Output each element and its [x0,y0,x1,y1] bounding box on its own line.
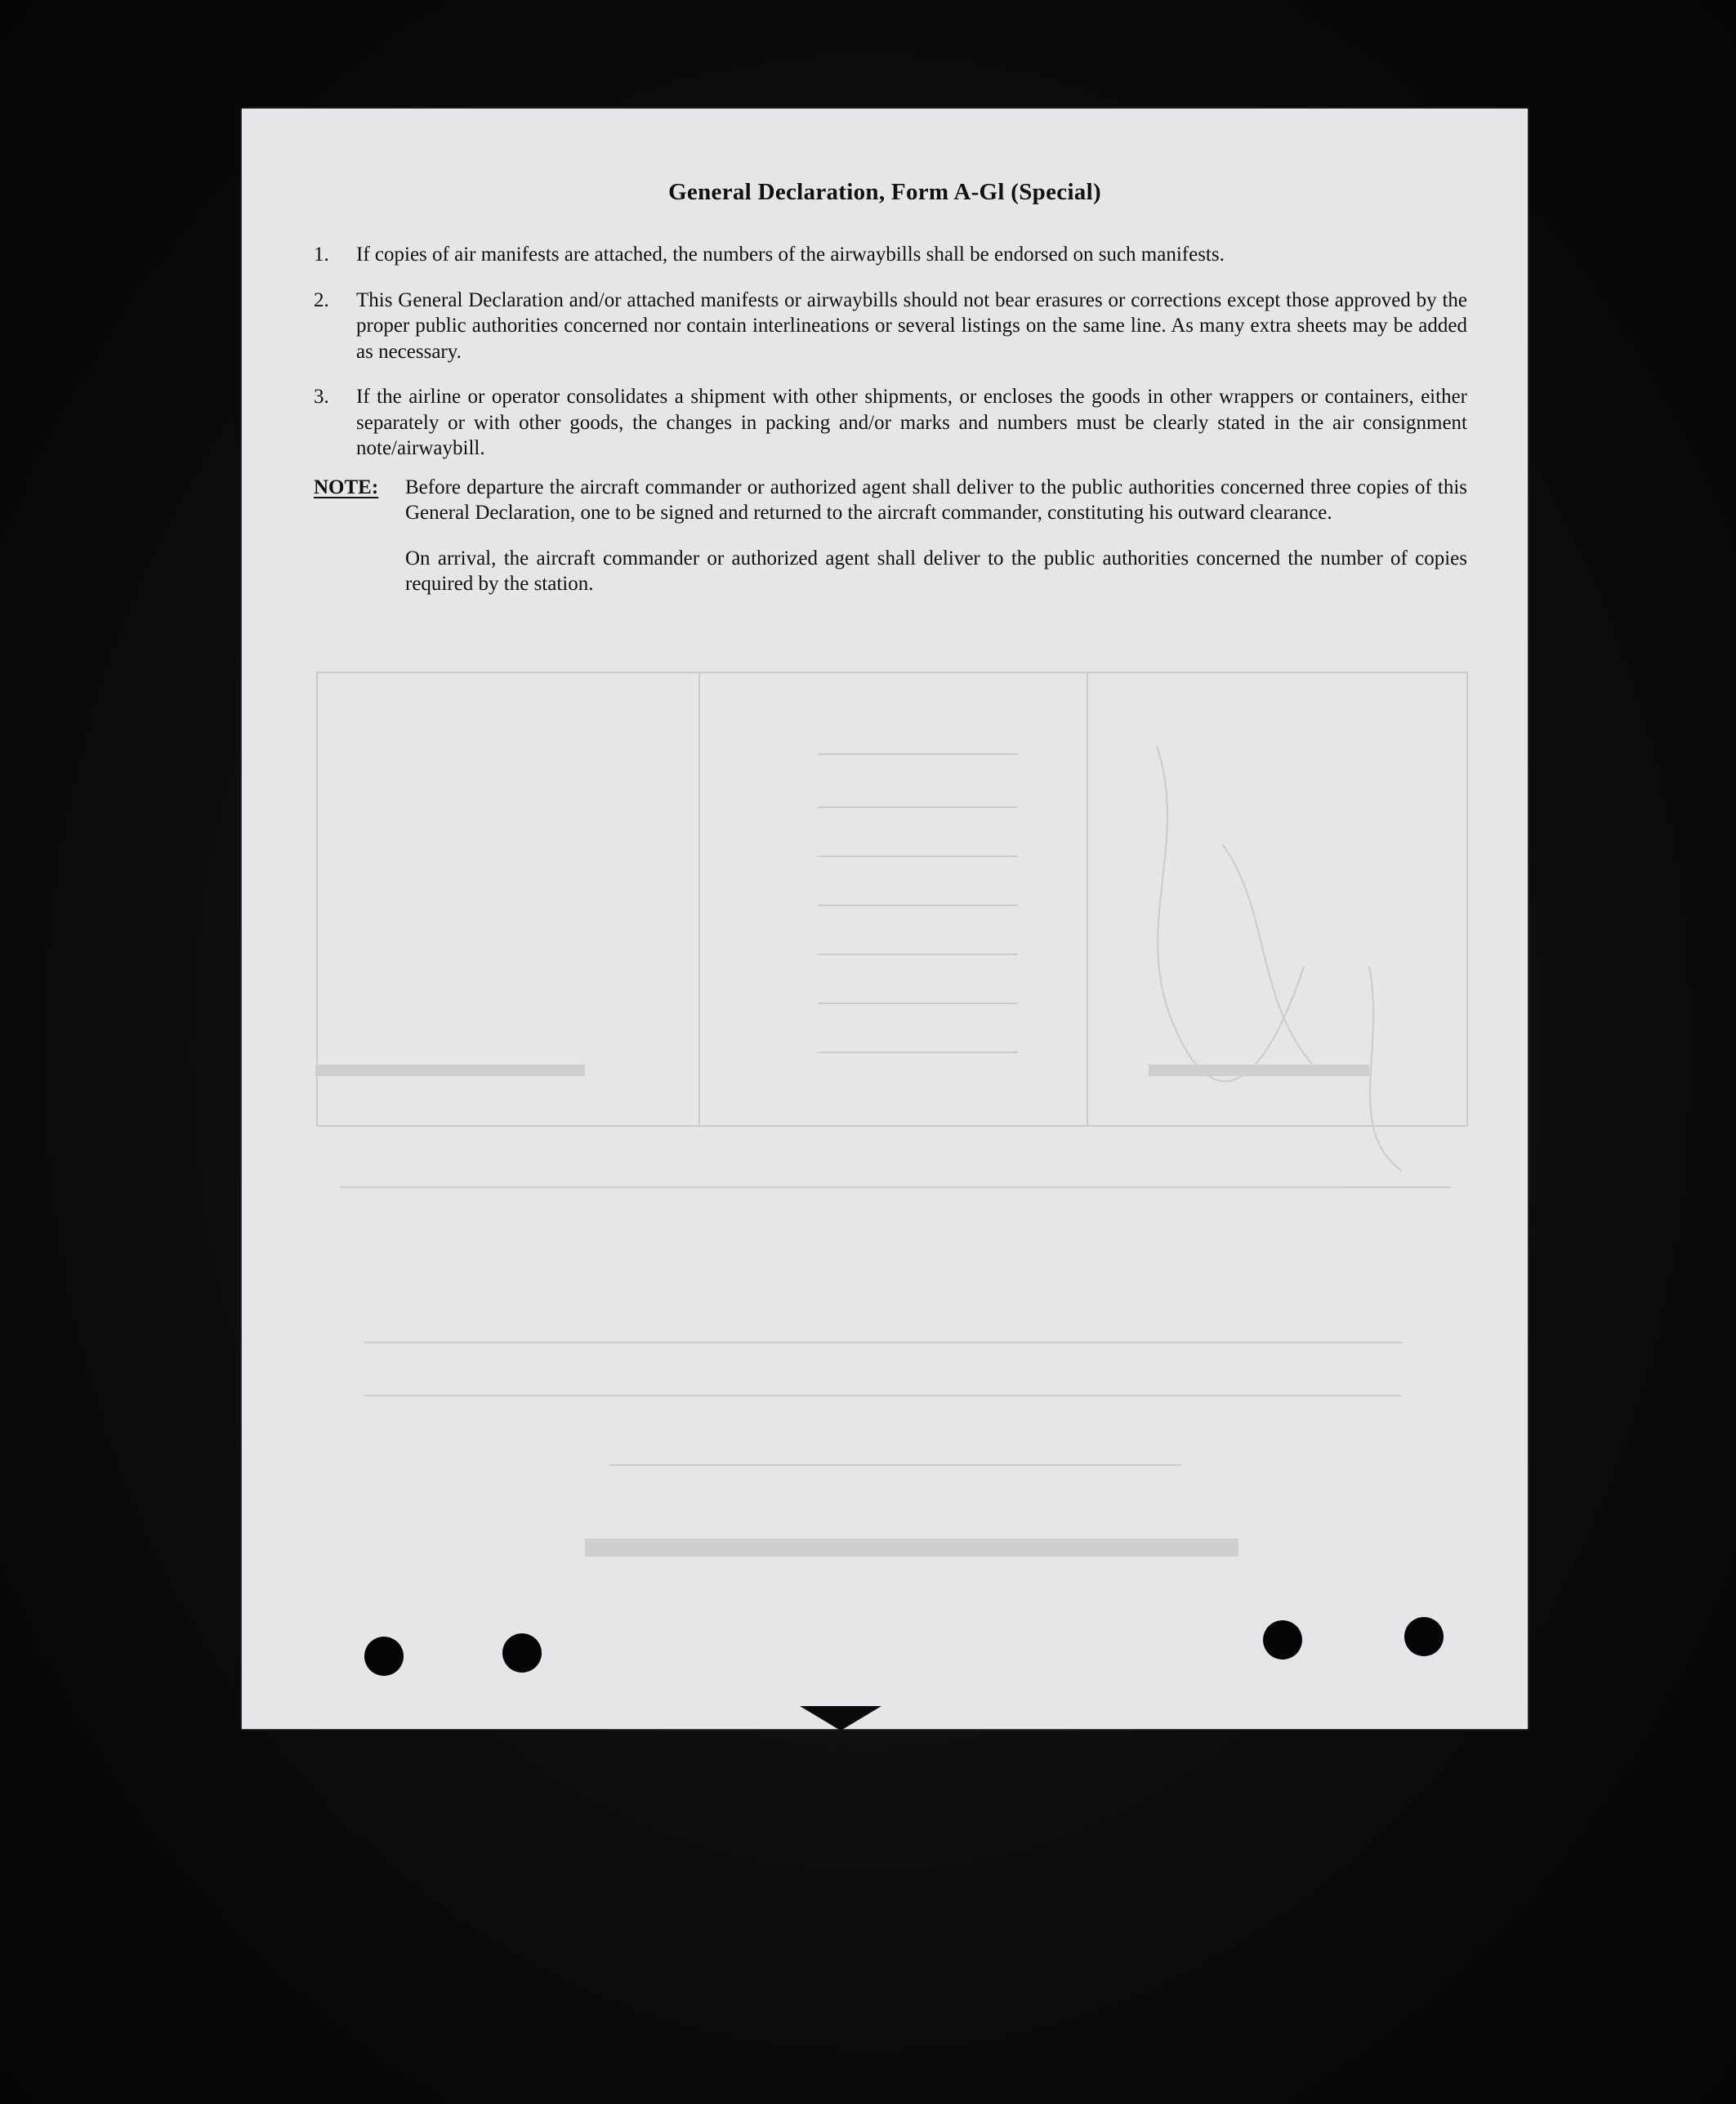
note-paragraph: Before departure the aircraft commander or authorized agent shall deliver to the public authorities concerned three copies of this General Declaration, one to be signed and returned to the aircraft commander, constituting his outward clearance. [405,476,1467,524]
form-title: General Declaration, Form A-Gl (Special) [668,179,1101,205]
punch-hole [1404,1617,1444,1656]
item-number: 1. [314,243,329,266]
instruction-item [314,384,1467,462]
punch-hole [502,1633,542,1673]
instruction-item [314,288,1467,365]
instructions-list [314,242,1467,617]
note-label: NOTE: [314,476,379,498]
item-number: 3. [314,386,329,408]
note-section [314,475,1467,617]
punch-hole [364,1637,404,1676]
note-body [405,475,1467,617]
item-number: 2. [314,288,329,311]
note-paragraph: On arrival, the aircraft commander or authorized agent shall deliver to the public authorities concerned the number of copies required by the station. [405,547,1467,595]
item-text: If the airline or operator consolidates a shipment with other shipments, or encloses the goods in other wrappers or containers, either separately or with other goods, the changes in packing and/or marks and numbers must be clearly stated in the air consignment note/airwaybill. [356,386,1467,459]
instruction-item [314,242,1467,268]
form-sheet [242,109,1528,1729]
paper-notch [800,1706,881,1731]
punch-hole [1263,1620,1302,1660]
item-text: If copies of air manifests are attached, the numbers of the airwaybills shall be endorsed on such manifests. [356,243,1225,266]
item-text: This General Declaration and/or attached manifests or airwaybills should not bear erasures or corrections except those approved by the proper public authorities concerned nor contain interlineations or several listings on the same line. As many extra sheets may be added as necessary. [356,288,1467,363]
